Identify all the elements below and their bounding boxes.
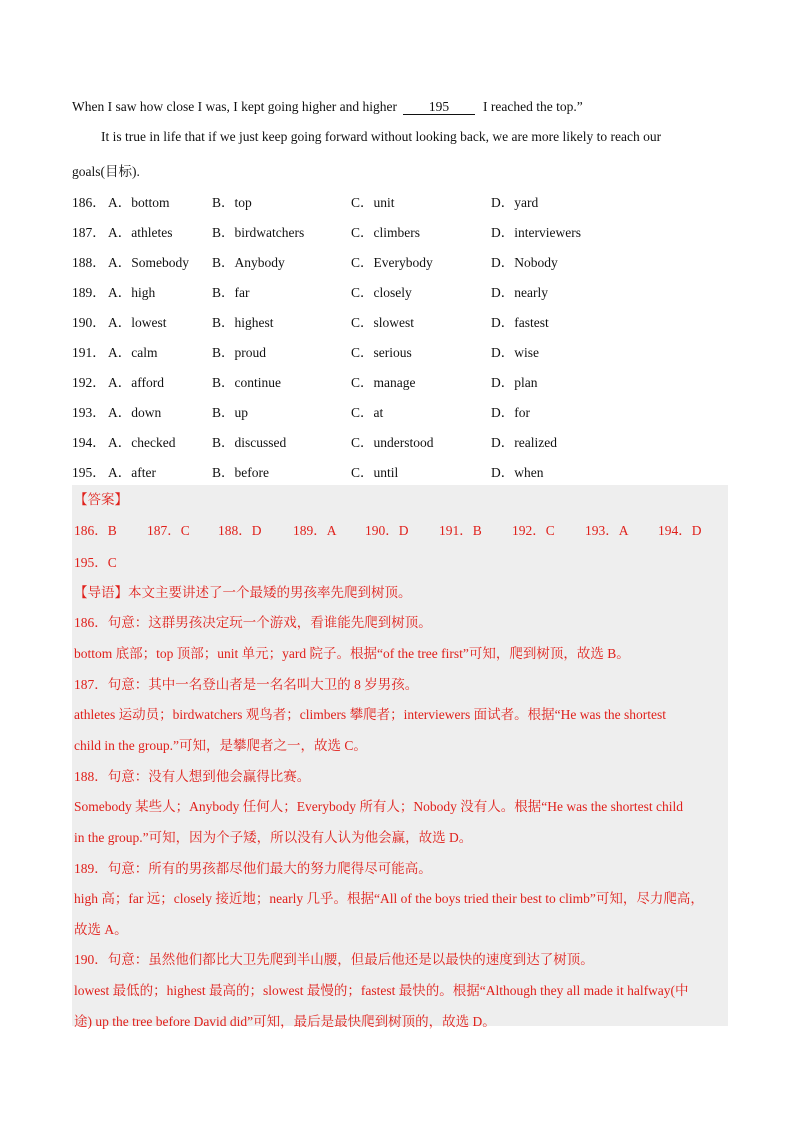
answer-key-item: 188．D (218, 523, 262, 538)
explanation-line: 途) up the tree before David did”可知，最后是最快爬到树顶的，故选 D。 (74, 1014, 496, 1029)
question-number: 190． (72, 315, 106, 330)
option-a: A．down (108, 405, 162, 420)
option-c: C．slowest (351, 315, 415, 330)
option-c: C．at (351, 405, 384, 420)
passage-line-2: It is true in life that if we just keep going forward without looking back, we are more likely to reach our (101, 129, 662, 144)
passage-line-1 (72, 99, 583, 115)
option-d: D．plan (491, 375, 538, 390)
answer-section (72, 485, 728, 1029)
option-a: A．Somebody (108, 255, 189, 270)
option-d: D．interviewers (491, 225, 581, 240)
option-d: D．realized (491, 435, 557, 450)
answer-key-last: 195．C (74, 555, 117, 570)
option-a: A．bottom (108, 195, 170, 210)
option-d: D．for (491, 405, 530, 420)
option-b: B．continue (212, 375, 281, 390)
option-b: B．highest (212, 315, 274, 330)
answer-heading: 【答案】 (74, 492, 128, 507)
answer-key-item: 189．A (293, 523, 337, 538)
option-d: D．when (491, 465, 544, 480)
answer-key-item: 187．C (147, 523, 190, 538)
answer-key-item: 191．B (439, 523, 482, 538)
explanation-line: 故选 A。 (74, 922, 128, 937)
explanation-line: 186．句意：这群男孩决定玩一个游戏，看谁能先爬到树顶。 (74, 615, 432, 630)
answer-key-item: 190．D (365, 523, 409, 538)
explanation-line: high 高；far 远；closely 接近地；nearly 几乎。根据“All of the boys tried their best to climb”可知，尽力爬高， (74, 891, 704, 906)
option-c: C．until (351, 465, 399, 480)
explanation-line: Somebody 某些人；Anybody 任何人；Everybody 所有人；Nobody 没有人。根据“He was the shortest child (74, 799, 683, 814)
option-d: D．Nobody (491, 255, 558, 270)
option-c: C．Everybody (351, 255, 433, 270)
question-number: 191． (72, 345, 106, 360)
option-d: D．yard (491, 195, 539, 210)
fill-blank: 195 (403, 100, 475, 115)
option-b: B．before (212, 465, 269, 480)
question-number: 186． (72, 195, 106, 210)
question-number: 192． (72, 375, 106, 390)
explanation-line: 189．句意：所有的男孩都尽他们最大的努力爬得尽可能高。 (74, 861, 432, 876)
option-a: A．lowest (108, 315, 167, 330)
passage-text: When I saw how close I was, I kept going higher and higher (72, 99, 398, 114)
question-number: 187． (72, 225, 106, 240)
option-b: B．far (212, 285, 250, 300)
option-b: B．discussed (212, 435, 287, 450)
explanation-line: 190．句意：虽然他们都比大卫先爬到半山腰，但最后他还是以最快的速度到达了树顶。 (74, 952, 594, 967)
option-d: D．nearly (491, 285, 548, 300)
option-c: C．manage (351, 375, 416, 390)
option-a: A．calm (108, 345, 158, 360)
answer-key-item: 186．B (74, 523, 117, 538)
question-number: 194． (72, 435, 106, 450)
explanation-line: child in the group.”可知，是攀爬者之一，故选 C。 (74, 738, 367, 753)
option-b: B．Anybody (212, 255, 285, 270)
explanation-line: bottom 底部；top 顶部；unit 单元；yard 院子。根据“of the tree first”可知，爬到树顶，故选 B。 (74, 646, 630, 661)
question-number: 193． (72, 405, 106, 420)
option-b: B．birdwatchers (212, 225, 305, 240)
option-c: C．serious (351, 345, 412, 360)
option-a: A．checked (108, 435, 176, 450)
option-b: B．top (212, 195, 252, 210)
explanation-line: athletes 运动员；birdwatchers 观鸟者；climbers 攀爬者；interviewers 面试者。根据“He was the shortest (74, 707, 667, 722)
option-d: D．fastest (491, 315, 549, 330)
answer-key-row (74, 519, 724, 537)
passage-text: I reached the top.” (483, 99, 583, 114)
question-number: 195． (72, 465, 106, 480)
option-d: D．wise (491, 345, 539, 360)
explanation-line: 【导语】本文主要讲述了一个最矮的男孩率先爬到树顶。 (74, 585, 412, 600)
question-number: 189． (72, 285, 106, 300)
answer-key-item: 193．A (585, 523, 629, 538)
option-c: C．understood (351, 435, 434, 450)
explanation-line: 188．句意：没有人想到他会赢得比赛。 (74, 769, 311, 784)
option-a: A．high (108, 285, 156, 300)
explanation-line: in the group.”可知，因为个子矮，所以没有人认为他会赢，故选 D。 (74, 830, 473, 845)
option-c: C．unit (351, 195, 395, 210)
option-b: B．up (212, 405, 249, 420)
explanation-line: lowest 最低的；highest 最高的；slowest 最慢的；fastest 最快的。根据“Although they all made it halfway(中 (74, 983, 689, 998)
option-c: C．closely (351, 285, 412, 300)
option-a: A．after (108, 465, 156, 480)
answer-key-item: 192．C (512, 523, 555, 538)
option-c: C．climbers (351, 225, 420, 240)
answer-key-item: 194．D (658, 523, 702, 538)
passage-line-3: goals(目标). (72, 164, 140, 179)
option-a: A．athletes (108, 225, 173, 240)
explanation-line: 187．句意：其中一名登山者是一名名叫大卫的 8 岁男孩。 (74, 677, 419, 692)
option-a: A．afford (108, 375, 164, 390)
option-b: B．proud (212, 345, 266, 360)
question-number: 188． (72, 255, 106, 270)
